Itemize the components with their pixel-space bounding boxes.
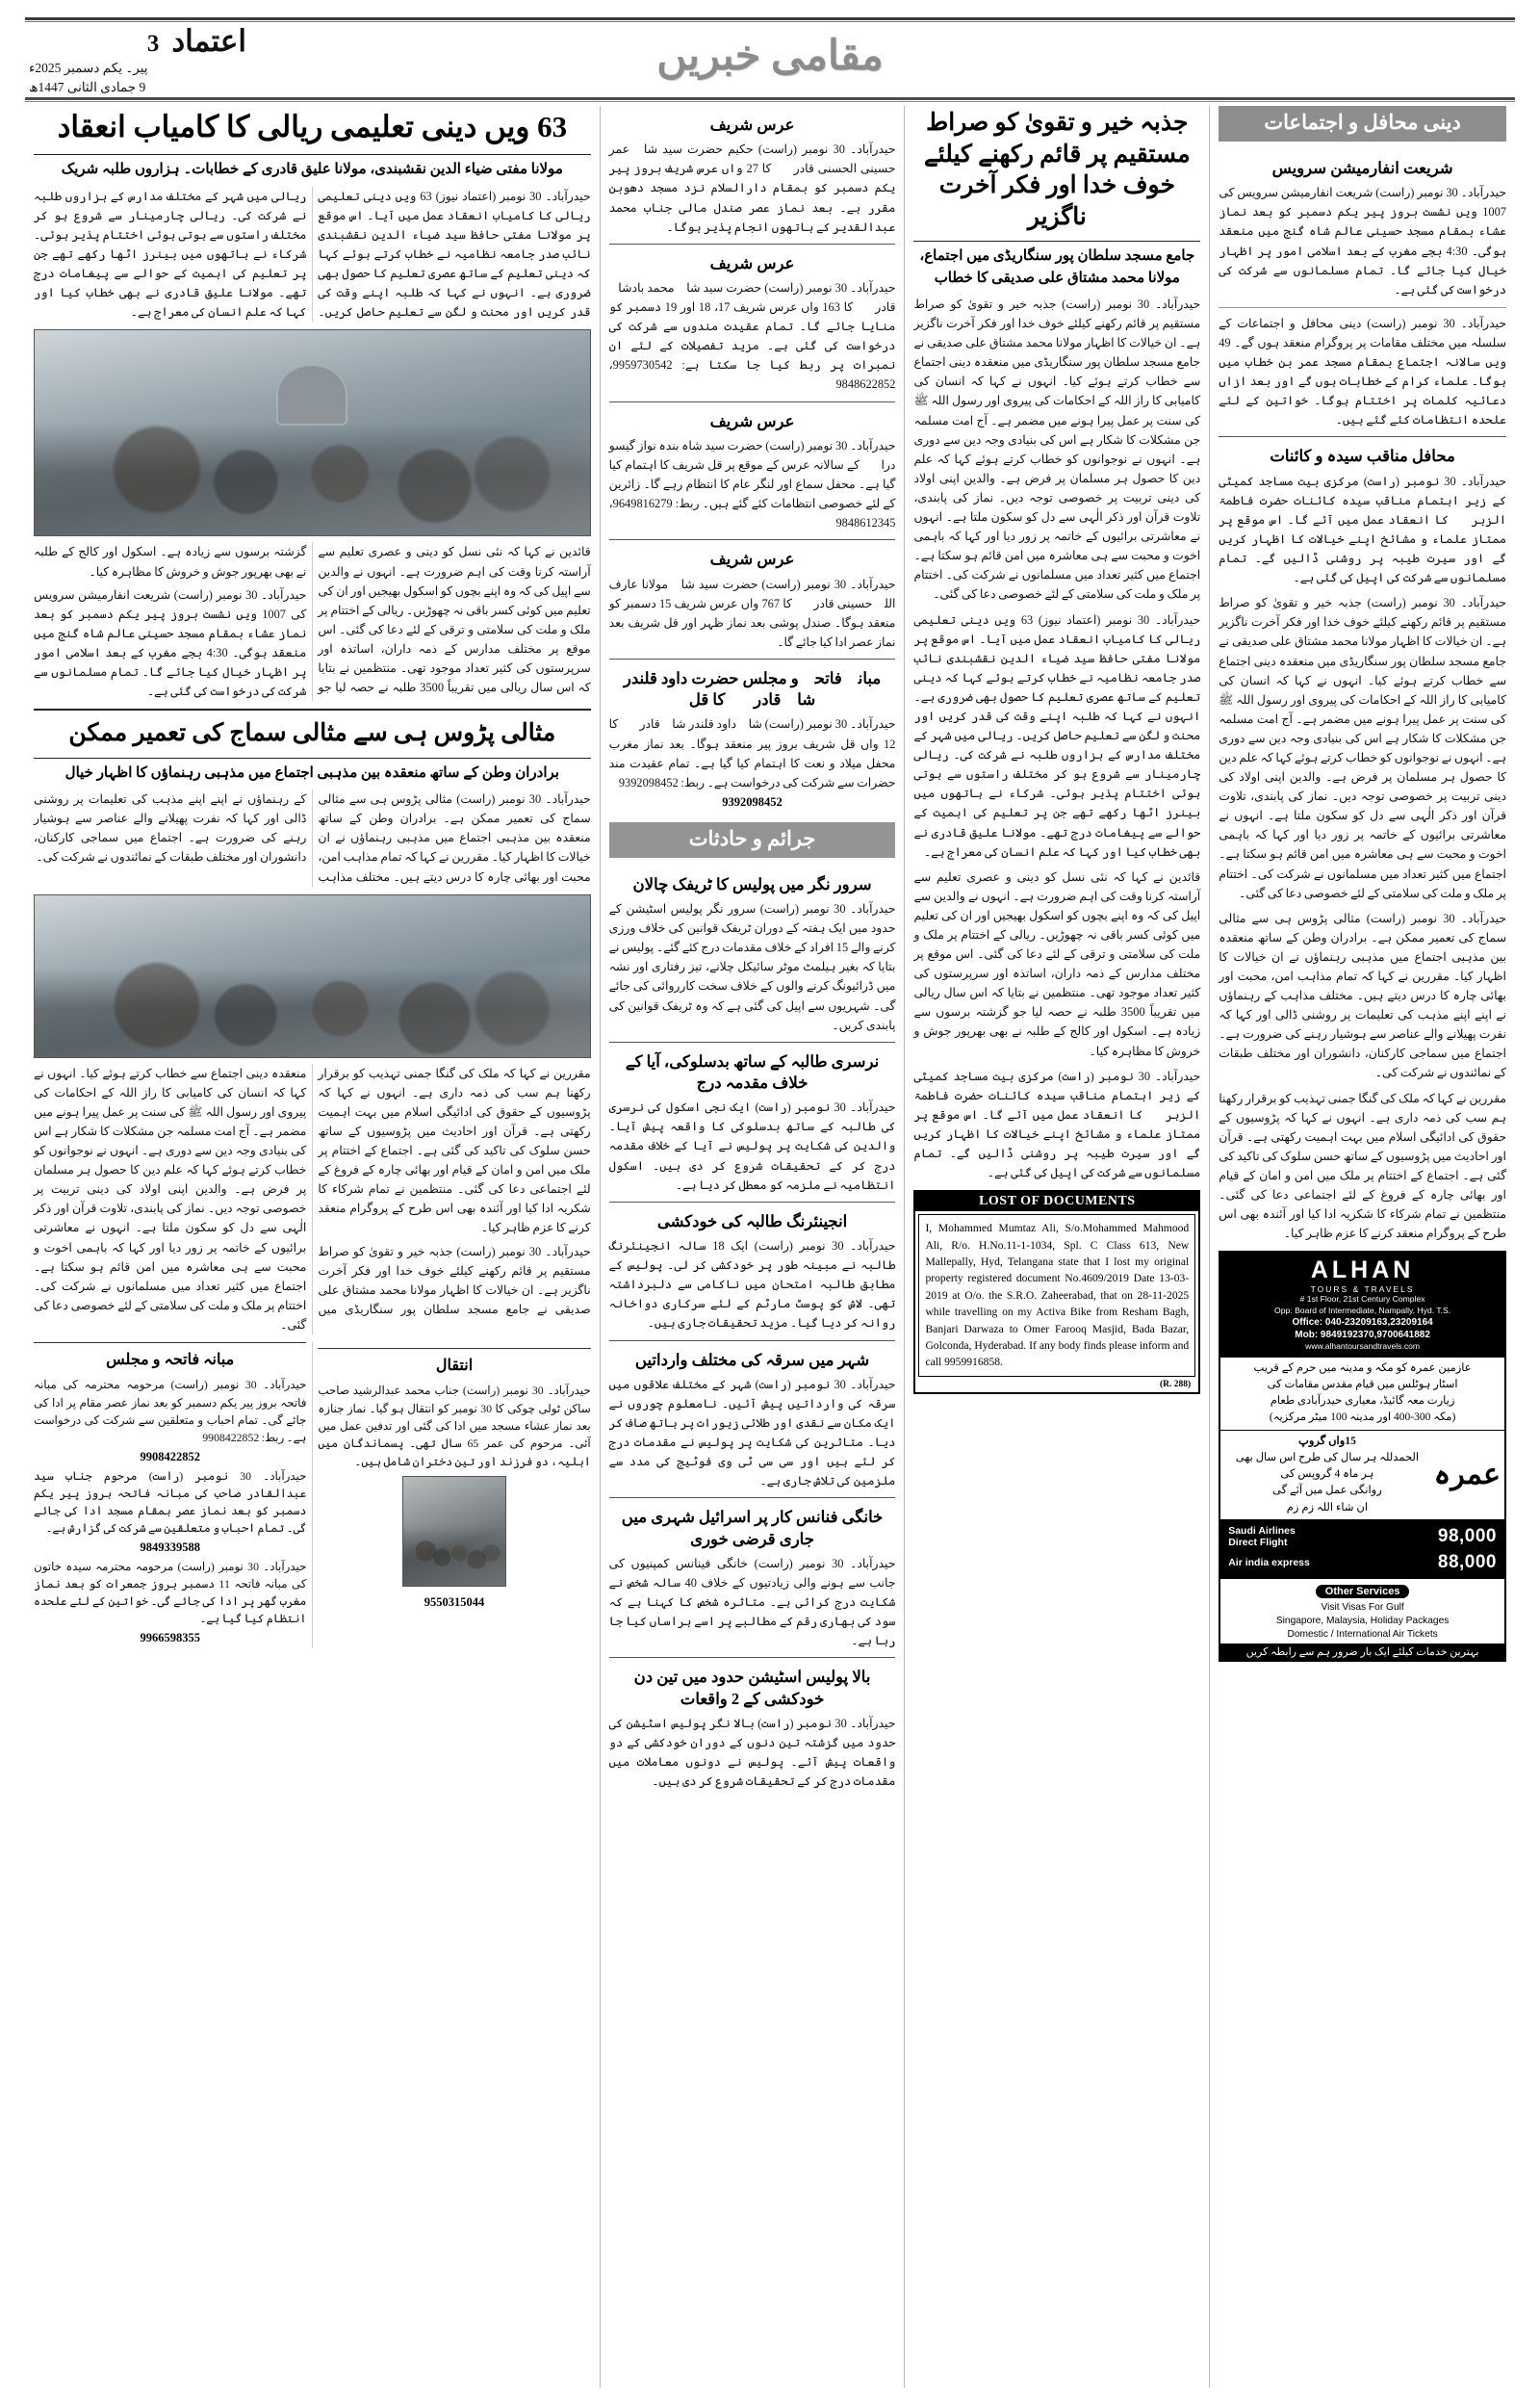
ad-saudi-row xyxy=(1223,1523,1502,1550)
ad-footer-urdu: بہترین خدمات کیلئے ایک بار ضرور ہم سے رابطہ کریں xyxy=(1220,1643,1504,1660)
ad-alhan-tours[interactable] xyxy=(1219,1251,1506,1662)
story-head-majlis: مبانہ فاتحہ و مجلس xyxy=(34,1342,306,1376)
ad-lost-body: I, Mohammed Mumtaz Ali, S/o.Mohammed Mahmood Ali, R/o. H.No.11-1-1034, Spl. C Class 613, New Mallepally, Hyd, Telangana state that I lost my original property registered document No.4609/2019 Date 13-03-2019 at O/o. the S.R.O. Zaheerabad, that on 28-11-2025 while travelling on my Activa Bike from Resham Bagh, Banjari Darwaza to Omer Farooq Masjid, Bada Bazar, Golconda, Hyderabad. If any body finds please inform and call 9959916858. xyxy=(918,1214,1195,1377)
date-hijri: 9 جمادی الثانی 1447ھ xyxy=(29,80,146,95)
story-body-obituary: حیدرآباد۔ 30 نومبر (راست) جناب محمد عبدالرشید صاحب ساکن ٹولی چوکی کا 30 نومبر کو انتقال ہو گیا۔ نماز جنازہ بعد نماز عشاء مسجد میں ادا کی گئی اور تدفین عمل میں آئی۔ مرحوم کی عمر 65 سال تھی۔ پسماندگان میں اہلیہ، دو فرزند اور تین دختران شامل ہیں۔ xyxy=(318,1384,591,1468)
story-body-crime-6: حیدرآباد۔ 30 نومبر (راست) بالا نگر پولیس اسٹیشن کی حدود میں گزشتہ تین دنوں کے دوران خودکشی کے دو واقعات پیش آئے۔ پولیس نے دونوں معاملات میں مقدمات درج کر کے تحقیقات شروع کر دی ہیں۔ xyxy=(608,1716,896,1789)
ad-alhan-group-count xyxy=(1224,1434,1429,1450)
ad-other-services xyxy=(1220,1579,1504,1643)
photo-deceased-portrait xyxy=(402,1476,506,1587)
story-head-crime-5: خانگی فنانس کار پر اسرائیل شہری میں جاری قرضی خوری xyxy=(609,1497,896,1554)
column-religious-gatherings xyxy=(1210,106,1515,2388)
story-body-crime-3: حیدرآباد۔ 30 نومبر (راست) ایک 18 سالہ انجینئرنگ طالبہ نے مبینہ طور پر خودکشی کر لی۔ پولیس کے مطابق طالبہ امتحان میں ناکامی سے دلبرداشتہ تھی۔ لاش کو پوسٹ مارٹم کے لئے سرکاری دواخانہ روانہ کر دیا گیا۔ مزید تحقیقات جاری ہیں۔ xyxy=(608,1239,896,1331)
ad-saudi-flight-type: Direct Flight xyxy=(1228,1537,1288,1549)
contact-majlis-2[interactable]: 9849339588 xyxy=(140,1540,200,1554)
body-jazba-cont-1: حیدرآباد۔ 30 نومبر (اعتماد نیوز) 63 ویں دینی تعلیمی ریالی کا کامیاب انعقاد عمل میں آیا۔ اس موقع پر مولانا مفتی حافظ سید ضیاء الدین نقشبندی نائب صدر جامعہ نظامیہ نے خطاب کرتے ہوئے کہا کہ دینی تعلیم کے ساتھ عصری تعلیم کا حصول بھی ضروری ہے۔ انہوں نے کہا کہ طلبہ اپنے وقت کی قدر کریں اور محنت و لگن سے تعلیم حاصل کریں۔ ریالی میں شہر کے مختلف مدارس کے ہزاروں طلبہ نے شرکت کی۔ ریالی چارمینار سے شروع ہو کر مختلف راستوں سے ہوتی ہوئی اختتام پذیر ہوئی۔ شرکاء نے ہاتھوں میں بینرز اٹھا رکھے تھے جن پر تعلیم کی اہمیت کے حوالے سے پیغامات درج تھے۔ مولانا علیق قادری نے بھی خطاب کیا اور کہا کہ علم انسان کی معراج ہے۔ xyxy=(913,612,1201,859)
story-head-obituary: انتقال xyxy=(318,1348,590,1382)
story-body-extra-1: حیدرآباد۔ 30 نومبر (راست) جذبہ خیر و تقویٰ کو صراط مستقیم پر قائم رکھنے کیلئے خوف خدا اور فکر آخرت ناگزیر ہے۔ ان خیالات کا اظہار مولانا محمد مشتاق علی صدیقی نے جامع مسجد سلطان پور سنگاریڈی میں منعقدہ دینی اجتماع سے خطاب کرتے ہوئے کیا۔ انہوں نے کہا کہ انسان کی کامیابی کا راز اللہ کے احکامات کی پیروی اور رسول اللہ ﷺ کی سنت پر عمل پیرا ہونے میں مضمر ہے۔ آج امت مسلمہ جن مشکلات کا شکار ہے اس کی بنیادی وجہ دین سے دوری ہے۔ انہوں نے نوجوانوں کو خطاب کرتے ہوئے کہا کہ علم دین کا حصول ہر مسلمان پر فرض ہے۔ والدین اپنی اولاد کی دینی تربیت پر خصوصی توجہ دیں۔ نماز کی پابندی، تلاوت قرآن اور ذکر الٰہی سے دل کو سکون ملتا ہے۔ انہوں نے معاشرتی برائیوں کے خاتمہ پر زور دیا اور کہا کہ باہمی اخوت و محبت سے ہی معاشرہ میں امن قائم ہو سکتا ہے۔ اجتماع میں کثیر تعداد میں مسلمانوں نے شرکت کی۔ اختتام پر ملک و ملت کی سلامتی کے لئے خصوصی دعا کی گئی۔ xyxy=(1219,596,1506,900)
body-jazba-cont-2: قائدین نے کہا کہ نئی نسل کو دینی و عصری تعلیم سے آراستہ کرنا وقت کی اہم ضرورت ہے۔ انہوں نے والدین سے اپیل کی کہ وہ اپنے بچوں کو اسکول بھیجیں اور ان کی تعلیم میں کوئی کسر باقی نہ چھوڑیں۔ ریالی کے اختتام پر ملک و ملت کی سلامتی و ترقی کے لئے دعا کی گئی۔ اس موقع پر مختلف مدارس کے ذمہ داران، اساتذہ اور سرپرستوں کی کثیر تعداد موجود تھی۔ منتظمین نے بتایا کہ اس سال ریالی میں تقریباً 3500 طلبہ نے حصہ لیا جو گزشتہ برسوں سے زیادہ ہے۔ اسکول اور کالج کے طلبہ نے بھی بھرپور جوش و خروش کا مظاہرہ کیا۔ xyxy=(913,869,1201,1058)
masthead-identity xyxy=(25,26,246,97)
ad-saudi-block xyxy=(1220,1519,1504,1579)
ad-alhan-urdu-2: اسٹار ہوٹلس میں قیام مقدس مقامات کی xyxy=(1267,1378,1458,1390)
body-jazba-cont-3: حیدرآباد۔ 30 نومبر (راست) مرکزی بیت مساجد کمیٹی کے زیر اہتمام مناقب سیدہ کائنات حضرت فاطمۃ الزہراؓ کا انعقاد عمل میں آئے گا۔ اس موقع پر ممتاز علماء و مشائخ اپنے خیالات کا اظہار کریں گے اور سیرت طیبہ پر روشنی ڈالیں گے۔ تمام مسلمانوں سے شرکت کی اپیل کی گئی ہے۔ xyxy=(913,1069,1201,1180)
masthead-center xyxy=(246,26,1294,80)
ad-alhan-urdu-1: عازمین عمرہ کو مکہ و مدینہ میں حرم کے قریب xyxy=(1253,1361,1472,1374)
neighbours-bottom-text xyxy=(34,1064,591,1334)
story-body-shariat-info: حیدرآباد۔ 30 نومبر (راست) شریعت انفارمیشن سرویس کی 1007 ویں نشست بروز پیر یکم دسمبر کو بعد نماز عشاء بمقام مسجد حسینی عالم شاہ گنج میں منعقد ہوگی۔ 4:30 بجے مغرب کے بعد اسلامی امور پر اظہار خیال کیا جائے گا۔ تمام مسلمانوں سے شرکت کی درخواست کی گئی ہے۔ xyxy=(1219,186,1506,297)
contact-majlis-3[interactable]: 9966598355 xyxy=(140,1630,200,1644)
story-body-extra-2: حیدرآباد۔ 30 نومبر (راست) مثالی پڑوس ہی سے مثالی سماج کی تعمیر ممکن ہے۔ برادران وطن کے ساتھ منعقدہ بین مذہبی اجتماع میں مذہبی رہنماؤں نے ان خیالات کا اظہار کیا۔ مقررین نے کہا کہ تمام مذاہب امن، محبت اور بھائی چارہ کا درس دیتے ہیں۔ مختلف مذاہب کے رہنماؤں نے اپنے اپنے مذہب کی تعلیمات پر روشنی ڈالی اور کہا کہ نفرت پھیلانے والے عناصر سے ہوشیار رہنے کی ضرورت ہے۔ اجتماع میں سماجی کارکنان، دانشوران اور مختلف طبقات کے نمائندوں نے شرکت کی۔ xyxy=(1219,911,1506,1080)
story-body-crime-1: حیدرآباد۔ 30 نومبر (راست) سرور نگر پولیس اسٹیشن کے حدود میں ایک ہفتہ کے دوران ٹریفک قوانین کی خلاف ورزی کرنے والے 15 افراد کے خلاف مقدمات درج کئے گئے۔ پولیس نے بتایا کہ بغیر ہیلمٹ موٹر سائیکل چلانے، تیز رفتاری اور نشہ میں ڈرائیونگ کرنے والوں کے خلاف سخت کارروائی کی جائے گی۔ شہریوں سے اپیل کی گئی ہے کہ وہ ٹریفک قوانین کی پابندی کریں۔ xyxy=(608,902,896,1032)
ad-alhan-urdu-4: (مکہ 300-400 اور مدینہ 100 میٹر مرکزیہ) xyxy=(1269,1411,1456,1424)
ad-alhan-urdu-block xyxy=(1220,1358,1504,1430)
story-head-qul: مبانہ فاتحہ و مجلس حضرت داود قلندر شاہ قادریؒ کا قل xyxy=(609,659,896,715)
contact-majlis[interactable]: 9908422852 xyxy=(140,1449,200,1463)
ad-alhan-logo-sub: TOURS & TRAVELS xyxy=(1310,1284,1415,1295)
subheadline-rally: مولانا مفتی ضیاء الدین نقشبندی، مولانا علیق قادری کے خطابات۔ ہزاروں طلبہ شریک xyxy=(34,154,591,187)
body-jazba: حیدرآباد۔ 30 نومبر (راست) جذبہ خیر و تقویٰ کو صراط مستقیم پر قائم رکھنے کیلئے خوف خدا اور فکر آخرت ناگزیر ہے۔ ان خیالات کا اظہار مولانا محمد مشتاق علی صدیقی نے جامع مسجد سلطان پور سنگاریڈی میں منعقدہ دینی اجتماع سے خطاب کرتے ہوئے کیا۔ انہوں نے کہا کہ انسان کی کامیابی کا راز اللہ کے احکامات کی پیروی اور رسول اللہ ﷺ کی سنت پر عمل پیرا ہونے میں مضمر ہے۔ آج امت مسلمہ جن مشکلات کا شکار ہے اس کی بنیادی وجہ دین سے دوری ہے۔ انہوں نے نوجوانوں کو خطاب کرتے ہوئے کہا کہ علم دین کا حصول ہر مسلمان پر فرض ہے۔ والدین اپنی اولاد کی دینی تربیت پر خصوصی توجہ دیں۔ نماز کی پابندی، تلاوت قرآن اور ذکر الٰہی سے دل کو سکون ملتا ہے۔ انہوں نے معاشرتی برائیوں کے خاتمہ پر زور دیا اور کہا کہ باہمی اخوت و محبت سے ہی معاشرہ میں امن قائم ہو سکتا ہے۔ اجتماع میں کثیر تعداد میں مسلمانوں نے شرکت کی۔ اختتام پر ملک و ملت کی سلامتی کے لئے خصوصی دعا کی گئی۔ xyxy=(913,298,1201,602)
rally-bottom-text xyxy=(34,542,591,701)
story-body-extra-3: مقررین نے کہا کہ ملک کی گنگا جمنی تہذیب کو برقرار رکھنا ہم سب کی ذمہ داری ہے۔ انہوں نے کہا کہ پڑوسیوں کے حقوق کی ادائیگی اسلام میں بہت اہمیت رکھتی ہے۔ قرآن اور احادیث میں پڑوسیوں کے ساتھ حسن سلوک کی تاکید کی گئی ہے۔ اجتماع کے اختتام پر ملک میں امن و امان کے قیام اور بھائی چارہ کے فروغ کے لئے اجتماعی دعا کی گئی۔ منتظمین نے تمام شرکاء کا شکریہ ادا کیا اور آئندہ بھی اس طرح کے پروگرام منعقد کرنے کا عزم ظاہر کیا۔ xyxy=(1219,1091,1506,1241)
story-body-urs-2: حیدرآباد۔ 30 نومبر (راست) حضرت سید شاہ محمد بادشاہ قادریؒ کا 163 واں عرس شریف 17، 18 اور 19 دسمبر کو منایا جائے گا۔ تمام عقیدت مندوں سے شرکت کی درخواست کی گئی ہے۔ مزید تفصیلات کے لئے ان نمبرات پر ربط کیا جا سکتا ہے: 9959730542، 9848622852 xyxy=(608,281,896,392)
ad-alhan-mobile[interactable]: Mob: 9849192370,9700641882 xyxy=(1295,1330,1430,1341)
ad-alhan-urdu-8: ان شاء اللہ زم زم xyxy=(1286,1501,1369,1514)
column-main-story xyxy=(25,106,601,2388)
page-number: 3 xyxy=(146,31,159,57)
ad-airindia-row xyxy=(1223,1550,1502,1575)
story-head-crime-6: بالا پولیس اسٹیشن حدود میں تین دن خودکشی کے 2 واقعات xyxy=(609,1657,896,1714)
headline-jazba: جذبہ خیر و تقویٰ کو صراط مستقیم پر قائم رکھنے کیلئے خوف خدا اور فکر آخرت ناگزیر xyxy=(924,110,1191,230)
ad-alhan-header xyxy=(1220,1253,1504,1357)
column-urs-and-crime xyxy=(601,106,906,2388)
body-rally-1: حیدرآباد۔ 30 نومبر (اعتماد نیوز) 63 ویں دینی تعلیمی ریالی کا کامیاب انعقاد عمل میں آیا۔ اس موقع پر مولانا مفتی حافظ سید ضیاء الدین نقشبندی نائب صدر جامعہ نظامیہ نے خطاب کرتے ہوئے کہا کہ دینی تعلیم کے ساتھ عصری تعلیم کا حصول بھی ضروری ہے۔ انہوں نے کہا کہ طلبہ اپنے وقت کی قدر کریں اور محنت و لگن سے تعلیم حاصل کریں۔ ریالی میں شہر کے مختلف مدارس کے ہزاروں طلبہ نے شرکت کی۔ ریالی چارمینار سے شروع ہو کر مختلف راستوں سے ہوتی ہوئی اختتام پذیر ہوئی۔ شرکاء نے ہاتھوں میں بینرز اٹھا رکھے تھے جن پر تعلیم کی اہمیت کے حوالے سے پیغامات درج تھے۔ مولانا علیق قادری نے بھی خطاب کیا اور کہا کہ علم انسان کی معراج ہے۔ xyxy=(34,189,591,320)
ad-lost-documents[interactable] xyxy=(913,1190,1200,1394)
story-body-majlis-extra: حیدرآباد۔ 30 نومبر (راست) مرحوم جناب سید عبدالقادر صاحب کی مبانہ فاتحہ بروز پیر یکم دسمبر کو بعد نماز عصر بمقام مسجد ادا کی جائے گی۔ تمام احباب و متعلقین سے شرکت کی گزارش ہے۔ xyxy=(34,1468,307,1536)
ad-service-1: Visit Visas For Gulf xyxy=(1321,1602,1404,1614)
story-body-manaqib: حیدرآباد۔ 30 نومبر (راست) مرکزی بیت مساجد کمیٹی کے زیر اہتمام مناقب سیدہ کائنات حضرت فاطمۃ الزہراؓ کا انعقاد عمل میں آئے گا۔ اس موقع پر ممتاز علماء و مشائخ اپنے خیالات کا اظہار کریں گے اور سیرت طیبہ پر روشنی ڈالیں گے۔ تمام مسلمانوں سے شرکت کی اپیل کی گئی ہے۔ xyxy=(1219,474,1506,585)
ad-lost-title: LOST OF DOCUMENTS xyxy=(915,1192,1198,1211)
story-body-crime-4: حیدرآباد۔ 30 نومبر (راست) شہر کے مختلف علاقوں میں سرقہ کی وارداتیں پیش آئیں۔ نامعلوم چوروں نے ایک مکان سے نقدی اور طلائی زیورات پر ہاتھ صاف کر دیا۔ متاثرین کی شکایت پر پولیس نے مقدمات درج کر لئے ہیں اور سی سی ٹی وی فوٹیج کی مدد سے ملزمین کی تلاش جاری ہے۔ xyxy=(608,1377,896,1488)
ad-alhan-urdu-7: روانگی عمل میں آئے گی xyxy=(1272,1485,1382,1497)
paper-name-text: اعتماد xyxy=(171,24,246,58)
section-banner-crime: جرائم و حادثات xyxy=(609,822,896,858)
ad-airindia-label: Air india express xyxy=(1228,1557,1310,1569)
body-rally-2: قائدین نے کہا کہ نئی نسل کو دینی و عصری تعلیم سے آراستہ کرنا وقت کی اہم ضرورت ہے۔ انہوں نے والدین سے اپیل کی کہ وہ اپنے بچوں کو اسکول بھیجیں اور ان کی تعلیم میں کوئی کسر باقی نہ چھوڑیں۔ ریالی کے اختتام پر ملک و ملت کی سلامتی و ترقی کے لئے دعا کی گئی۔ اس موقع پر مختلف مدارس کے ذمہ داران، اساتذہ اور سرپرستوں کی کثیر تعداد موجود تھی۔ منتظمین نے بتایا کہ اس سال ریالی میں تقریباً 3500 طلبہ نے حصہ لیا جو گزشتہ برسوں سے زیادہ ہے۔ اسکول اور کالج کے طلبہ نے بھی بھرپور جوش و خروش کا مظاہرہ کیا۔ xyxy=(34,545,591,695)
section-banner-religious: دینی محافل و اجتماعات xyxy=(1219,106,1506,142)
headline-neighbours: مثالی پڑوس ہی سے مثالی سماج کی تعمیر ممکن xyxy=(34,709,591,756)
story-head-manaqib: محافل مناقب سیدہ و کائنات xyxy=(1219,436,1506,471)
body-rally-3: حیدرآباد۔ 30 نومبر (راست) شریعت انفارمیشن سرویس کی 1007 ویں نشست بروز پیر یکم دسمبر کو بعد نماز عشاء بمقام مسجد حسینی عالم شاہ گنج میں منعقد ہوگی۔ 4:30 بجے مغرب کے بعد اسلامی امور پر اظہار خیال کیا جائے گا۔ تمام مسلمانوں سے شرکت کی درخواست کی گئی ہے۔ xyxy=(34,587,307,699)
rally-top-text xyxy=(34,187,591,323)
contact-qul[interactable]: 9392098452 xyxy=(722,794,783,809)
story-body-urs-4: حیدرآباد۔ 30 نومبر (راست) حضرت سید شاہ مولانا عارف اللہ حسینی قادریؒ کا 767 واں عرس شریف 15 دسمبر کو منعقد ہوگا۔ صندل پوشی بعد نماز ظہر اور قل شریف بعد نماز عصر ادا کیا جائے گا۔ xyxy=(608,577,896,649)
subheadline-jazba: جامع مسجد سلطان پور سنگاریڈی میں اجتماع، مولانا محمد مشتاق علی صدیقی کا خطاب xyxy=(913,241,1200,295)
ad-saudi-price: 98,000 xyxy=(1437,1526,1497,1547)
story-body-qul: حیدرآباد۔ 30 نومبر (راست) شاہ داود قلندر شاہ قادریؒ کا 12 واں قل شریف بروز پیر منعقد ہوگا۔ بعد نماز مغرب محفل میلاد و نعت کا اہتمام کیا گیا ہے۔ تمام عقیدت مند حضرات سے شرکت کی درخواست ہے۔ ربط: 9392098452 xyxy=(608,717,896,789)
ad-alhan-group-word: گروپ xyxy=(1298,1435,1326,1447)
story-head-urs-4: عرس شریف xyxy=(609,539,896,574)
story-head-crime-3: انجینئرنگ طالبہ کی خودکشی xyxy=(609,1202,896,1236)
story-body-crime-5: حیدرآباد۔ 30 نومبر (راست) خانگی فینانس کمپنیوں کی جانب سے ہونے والی زیادتیوں کے خلاف 40 سالہ شخص نے شکایت درج کرائی ہے۔ متاثرہ شخص کا کہنا ہے کہ سود کی بھاری رقم کے مطالبے پر اسے ہراساں کیا جا رہا ہے۔ xyxy=(608,1556,896,1648)
ad-alhan-logo: ALHAN xyxy=(1310,1256,1415,1284)
photo-rally-charminar xyxy=(34,329,591,536)
charminar-shape xyxy=(276,364,347,426)
column-jazba-khair xyxy=(905,106,1210,2388)
story-body-gatherings: حیدرآباد۔ 30 نومبر (راست) دینی محافل و اجتماعات کے سلسلہ میں مختلف مقامات پر پروگرام منعقد ہوں گے۔ 49 ویں سالانہ اجتماع بمقام مسجد عمر بن خطاب میں ہوگا۔ علماء کرام کے خطابات ہوں گے اور بعد ازاں دعائیہ کلمات پر اختتام ہوگا۔ خواتین کے لئے علحدہ انتظامات کئے گئے ہیں۔ xyxy=(1219,307,1506,430)
ad-service-3: Domestic / International Air Tickets xyxy=(1287,1628,1438,1640)
photo-interfaith-meeting xyxy=(34,894,591,1058)
ad-alhan-count-num: 15 xyxy=(1345,1435,1356,1447)
ad-alhan-opp: Opp: Board of Intermediate, Nampally, Hyd. T.S. xyxy=(1274,1305,1451,1315)
page-section-title: مقامی خبریں xyxy=(656,34,884,79)
body-neighbours-2: مقررین نے کہا کہ ملک کی گنگا جمنی تہذیب کو برقرار رکھنا ہم سب کی ذمہ داری ہے۔ انہوں نے کہا کہ پڑوسیوں کے حقوق کی ادائیگی اسلام میں بہت اہمیت رکھتی ہے۔ قرآن اور احادیث میں پڑوسیوں کے ساتھ حسن سلوک کی تاکید کی گئی ہے۔ اجتماع کے اختتام پر ملک میں امن و امان کے قیام اور بھائی چارہ کے فروغ کے لئے اجتماعی دعا کی گئی۔ منتظمین نے تمام شرکاء کا شکریہ ادا کیا اور آئندہ بھی اس طرح کے پروگرام منعقد کرنے کا عزم ظاہر کیا۔ xyxy=(318,1066,591,1235)
story-body-majlis: حیدرآباد۔ 30 نومبر (راست) مرحومہ محترمہ کی مبانہ فاتحہ بروز پیر یکم دسمبر کو بعد نماز عصر مقام پر ادا کی جائے گی۔ تمام احباب و متعلقین سے شرکت کی درخواست ہے۔ ربط: 9908422852 xyxy=(34,1378,307,1445)
story-head-crime-4: شہر میں سرقہ کی مختلف وارداتیں xyxy=(609,1340,896,1375)
story-head-crime-1: سرور نگر میں پولیس کا ٹریفک چالان xyxy=(632,874,872,893)
story-body-crime-2: حیدرآباد۔ 30 نومبر (راست) ایک نجی اسکول کی نرسری کی طالبہ کے ساتھ بدسلوکی کا واقعہ پیش آیا۔ والدین کی شکایت پر پولیس نے آیا کے خلاف مقدمہ درج کر کے تحقیقات شروع کر دی ہیں۔ اسکول انتظامیہ نے ملزمہ کو معطل کر دیا ہے۔ xyxy=(608,1100,896,1192)
ad-alhan-urdu-5: الحمدللہ ہر سال کی طرح اس سال بھی xyxy=(1235,1451,1420,1463)
story-head-crime-2: نرسری طالبہ کے ساتھ بدسلوکی، آیا کے خلاف مقدمہ درج xyxy=(609,1042,896,1099)
body-neighbours-1: حیدرآباد۔ 30 نومبر (راست) مثالی پڑوس ہی سے مثالی سماج کی تعمیر ممکن ہے۔ برادران وطن کے ساتھ منعقدہ بین مذہبی اجتماع میں مذہبی رہنماؤں نے ان خیالات کا اظہار کیا۔ مقررین نے کہا کہ تمام مذاہب امن، محبت اور بھائی چارہ کا درس دیتے ہیں۔ مختلف مذاہب کے رہنماؤں نے اپنے اپنے مذہب کی تعلیمات پر روشنی ڈالی اور کہا کہ نفرت پھیلانے والے عناصر سے ہوشیار رہنے کی ضرورت ہے۔ اجتماع میں سماجی کارکنان، دانشوران اور مختلف طبقات کے نمائندوں نے شرکت کی۔ xyxy=(34,792,591,884)
date-gregorian: پیر۔ یکم دسمبر 2025ء xyxy=(29,60,148,75)
ad-lost-ref: (R. 288) xyxy=(1160,1379,1192,1389)
ad-service-2: Singapore, Malaysia, Holiday Packages xyxy=(1275,1615,1450,1626)
ad-alhan-website[interactable]: www.alhantoursandtravels.com xyxy=(1305,1341,1421,1352)
ad-alhan-urdu-6: ہر ماہ 4 گروپس کی xyxy=(1280,1468,1374,1481)
story-body-urs-3: حیدرآباد۔ 30 نومبر (راست) حضرت سید شاہ بندہ نواز گیسو درازؒ کے سالانہ عرس کے موقع پر قل شریف کا اہتمام کیا گیا ہے۔ محفل سماع اور لنگر عام کا انتظام رہے گا۔ زائرین کے لئے خصوصی انتظامات کئے گئے ہیں۔ ربط: 9649816279، 9848612345 xyxy=(608,438,896,531)
ad-services-header: Other Services xyxy=(1316,1585,1410,1598)
masthead-bottom-rule xyxy=(25,97,1515,102)
story-head-urs-1: عرس شریف xyxy=(709,116,795,134)
ad-alhan-urdu-3: زیارت معہ گائیڈ، معیاری حیدرآبادی طعام xyxy=(1270,1395,1455,1408)
ad-alhan-address: # 1st Floor, 21st Century Complex xyxy=(1299,1294,1425,1305)
ad-alhan-office[interactable]: Office: 040-23209163,23209164 xyxy=(1292,1317,1433,1328)
ad-airindia-price: 88,000 xyxy=(1437,1552,1497,1573)
story-head-urs-2: عرس شریف xyxy=(609,244,896,278)
contact-obituary[interactable]: 9550315044 xyxy=(424,1594,485,1609)
masthead xyxy=(25,17,1515,100)
story-head-shariat-info: شریعت انفارمیشن سرویس xyxy=(1271,159,1453,177)
headline-rally: 63 ویں دینی تعلیمی ریالی کا کامیاب انعقاد xyxy=(57,110,568,143)
body-neighbours-3: حیدرآباد۔ 30 نومبر (راست) جذبہ خیر و تقویٰ کو صراط مستقیم پر قائم رکھنے کیلئے خوف خدا اور فکر آخرت ناگزیر ہے۔ ان خیالات کا اظہار مولانا محمد مشتاق علی صدیقی نے جامع مسجد سلطان پور سنگاریڈی میں منعقدہ دینی اجتماع سے خطاب کرتے ہوئے کیا۔ انہوں نے کہا کہ انسان کی کامیابی کا راز اللہ کے احکامات کی پیروی اور رسول اللہ ﷺ کی سنت پر عمل پیرا ہونے میں مضمر ہے۔ آج امت مسلمہ جن مشکلات کا شکار ہے اس کی بنیادی وجہ دین سے دوری ہے۔ انہوں نے نوجوانوں کو خطاب کرتے ہوئے کہا کہ علم دین کا حصول ہر مسلمان پر فرض ہے۔ والدین اپنی اولاد کی دینی تربیت پر خصوصی توجہ دیں۔ نماز کی پابندی، تلاوت قرآن اور ذکر الٰہی سے دل کو سکون ملتا ہے۔ انہوں نے معاشرتی برائیوں کے خاتمہ پر زور دیا اور کہا کہ باہمی اخوت و محبت سے ہی معاشرہ میں امن قائم ہو سکتا ہے۔ اجتماع میں کثیر تعداد میں مسلمانوں نے شرکت کی۔ اختتام پر ملک و ملت کی سلامتی کے لئے خصوصی دعا کی گئی۔ xyxy=(34,1066,591,1332)
story-head-urs-3: عرس شریف xyxy=(609,401,896,436)
paper-nameplate xyxy=(29,26,246,58)
masthead-top-rule xyxy=(25,17,1515,22)
story-body-majlis-extra-2: حیدرآباد۔ 30 نومبر (راست) مرحومہ محترمہ سیدہ خاتون کی مبانہ فاتحہ 11 دسمبر بروز جمعرات کو بعد نماز مغرب گھر پر ادا کی جائے گی۔ خواتین کے لئے علحدہ انتظام کیا گیا ہے۔ xyxy=(34,1559,307,1626)
ad-alhan-umrah-block xyxy=(1220,1430,1504,1519)
ad-alhan-umrah-word: عمرہ xyxy=(1433,1459,1501,1491)
neighbours-top-text xyxy=(34,789,591,886)
subheadline-neighbours: برادران وطن کے ساتھ منعقدہ بین مذہبی اجتماع میں مذہبی رہنماؤں کا اظہار خیال xyxy=(34,758,591,790)
story-body-urs-1: حیدرآباد۔ 30 نومبر (راست) حکیم حضرت سید شاہ عمر حسینی الحسنی قادریؒ کا 27 واں عرس شریف بروز پیر یکم دسمبر کو بمقام دارالسلام نزد مسجد دھوبن مقرر ہے۔ بعد نماز عصر صندل مالی جناب محمد عبدالقدیر کے ہاتھوں انجام پذیر ہوگا۔ xyxy=(608,142,896,234)
ad-saudi-airline: Saudi Airlines xyxy=(1228,1524,1296,1537)
obituary-area xyxy=(34,1342,591,1648)
ad-alhan-count-label: واں xyxy=(1328,1435,1346,1447)
content-columns xyxy=(25,106,1515,2388)
